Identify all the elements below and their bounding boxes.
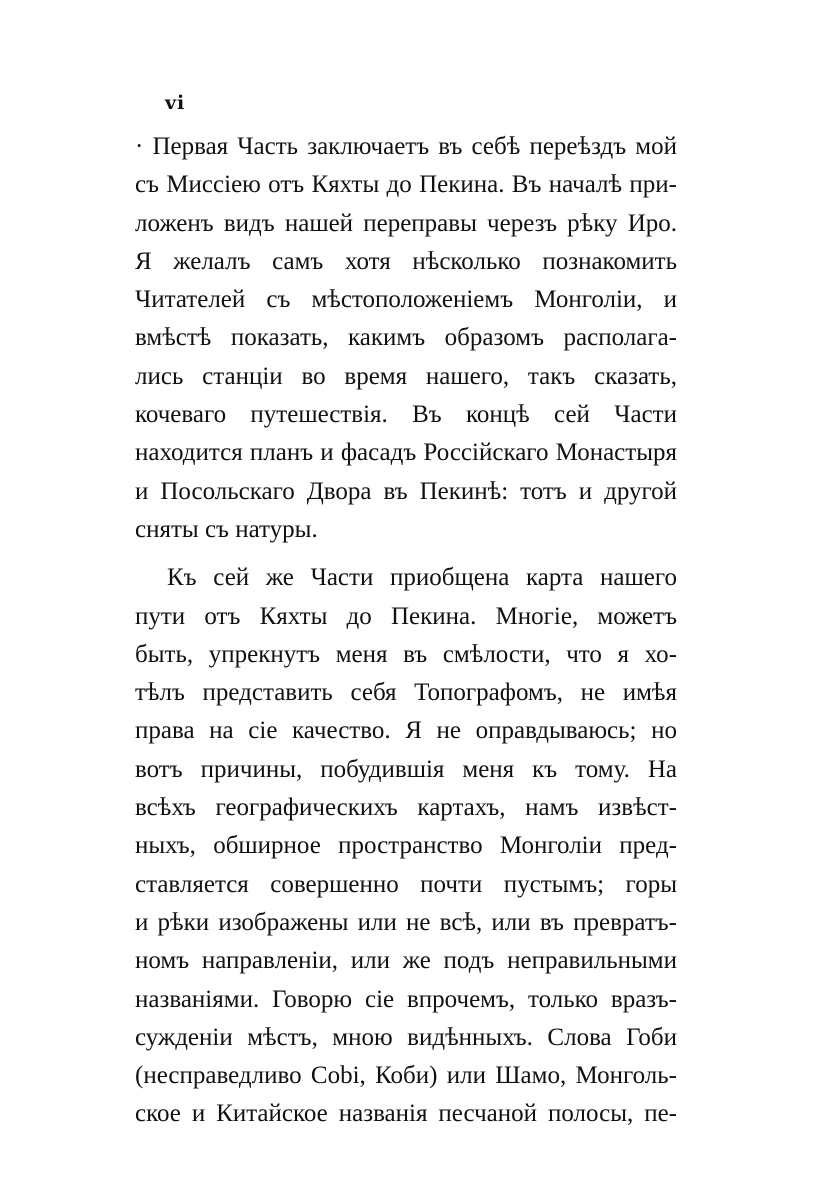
text-line: и Посольскаго Двора въ Пекинѣ: тотъ и другой [135,477,677,505]
text-line: и рѣки изображены или не всѣ, или въ превратъ- [135,908,677,936]
text-line: (несправедливо Cobi, Коби) или Шамо, Монголь- [135,1062,677,1090]
text-line: лись станцiи во время нашего, такъ сказать, [135,362,677,390]
paragraph-gap [135,549,677,559]
text-line: находится планъ и фасадъ Россiйскаго Монастыря [135,439,677,467]
text-line: ставляется совершенно почти пустымъ; горы [135,870,677,898]
text-line: ское и Китайское названiя песчаной полосы, пе- [135,1100,677,1128]
text-line: пути отъ Кяхты до Пекина. Многiе, можетъ [135,602,677,630]
text-line: права на сiе качество. Я не оправдываюсь; но [135,717,677,745]
text-line: Читателей съ мѣстоположенiемъ Монголiи, и [135,286,677,314]
paragraph-2 [135,559,677,1133]
text-line: ныхъ, обширное пространство Монголiи пред- [135,832,677,860]
text-line: вотъ причины, побудившiя меня къ тому. На [135,755,677,783]
text-line: названiями. Говорю сiе впрочемъ, только вразъ- [135,985,677,1013]
page-number: vi [165,92,186,114]
body-text [135,128,677,1134]
paragraph-1 [135,128,677,549]
text-line: съ Миссiею отъ Кяхты до Пекина. Въ началѣ при- [135,171,677,199]
text-line: · Первая Часть заключаетъ въ себѣ переѣздъ мой [135,133,677,160]
text-line: сужденiи мѣстъ, мною видѣнныхъ. Слова Гоби [135,1023,677,1051]
text-line: номъ направленiи, или же подъ неправильными [135,947,677,975]
text-line: Я желалъ самъ хотя нѣсколько познакомить [135,247,677,275]
text-line: быть, упрекнутъ меня въ смѣлости, что я хо- [135,640,677,668]
text-line: Къ сей же Части приобщена карта нашего [167,564,677,592]
text-line: всѣхъ географическихъ картахъ, намъ извѣст- [135,794,677,822]
text-line: кочеваго путешествiя. Въ концѣ сей Части [135,401,677,429]
text-line: сняты съ натуры. [135,515,318,543]
text-line: ложенъ видъ нашей переправы черезъ рѣку Иро. [135,209,677,237]
text-line: вмѣстѣ показать, какимъ образомъ располага- [135,324,677,352]
text-line: тѣлъ представить себя Топографомъ, не имѣя [135,679,677,707]
